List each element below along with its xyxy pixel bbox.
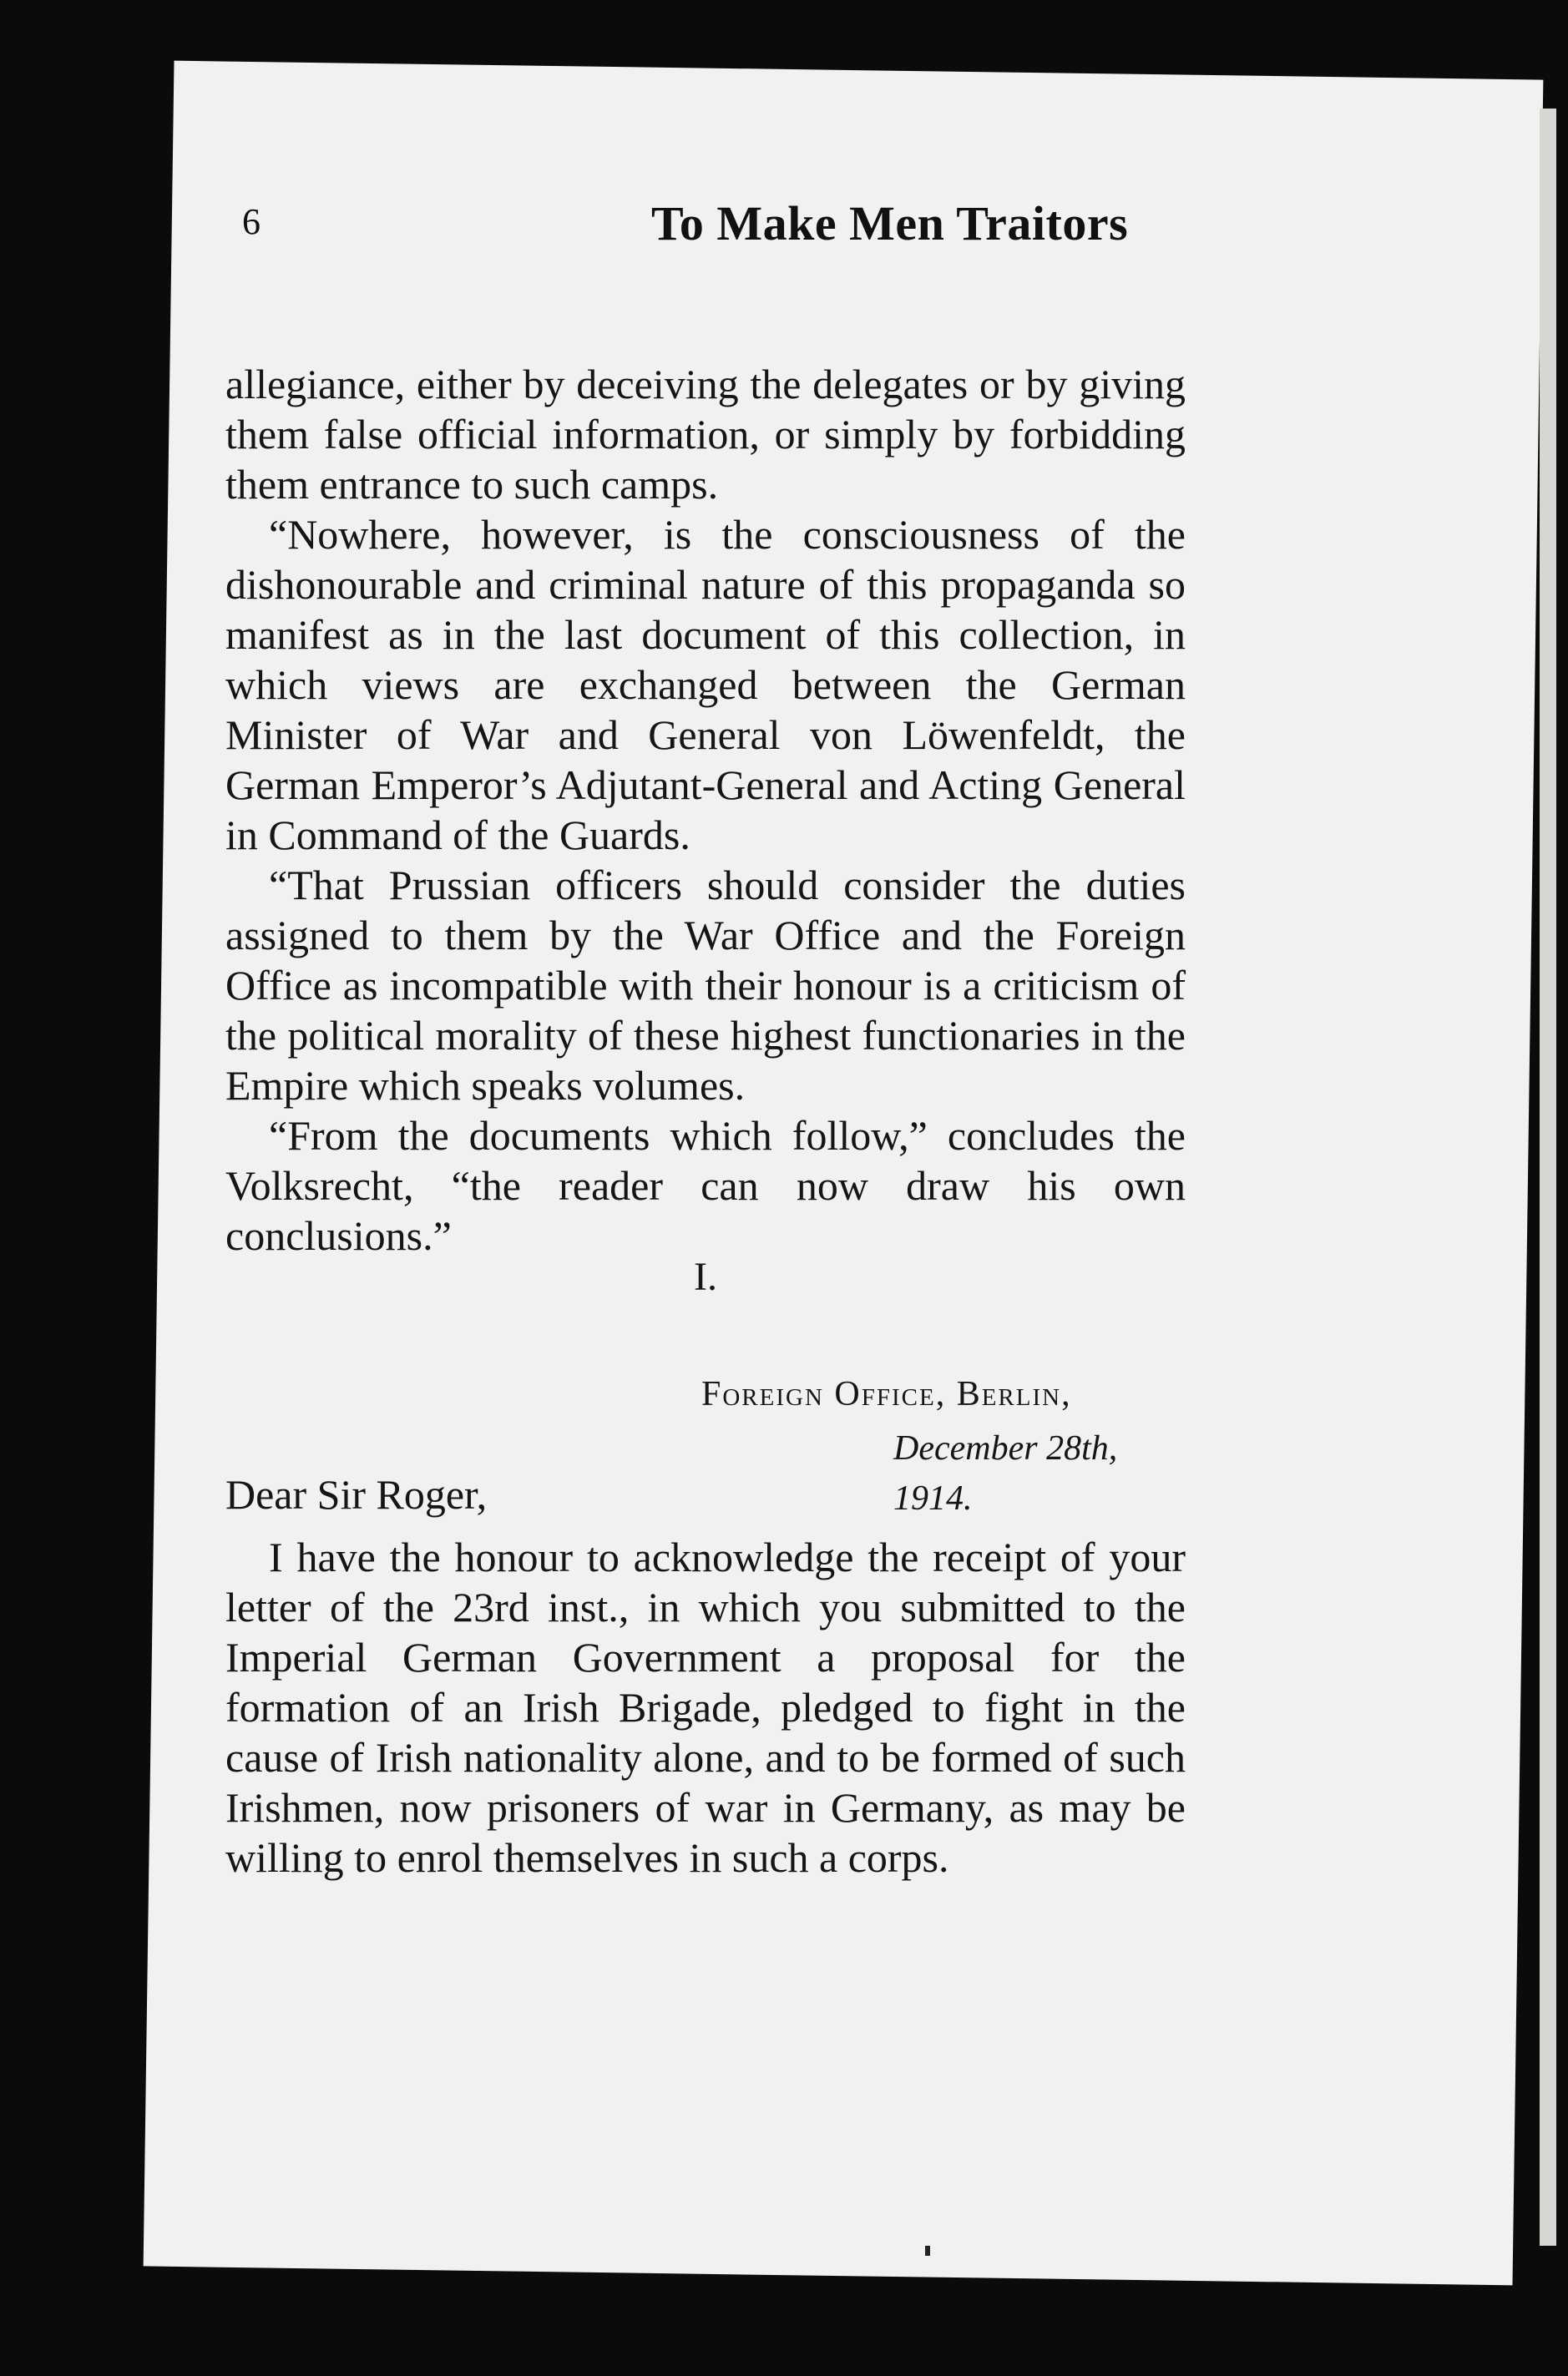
letter-body (225, 1532, 1186, 1883)
page-header (242, 196, 1161, 267)
document-body (225, 359, 1186, 1881)
salutation: Dear Sir Roger, (225, 1471, 488, 1518)
dateline-date: December 28th, 1914. (893, 1429, 1118, 1518)
page-mark (925, 2246, 930, 2256)
paragraph-1: allegiance, either by deceiving the delegates or by giving them false official information, or simply by forbidding them entrance to such camps. (225, 361, 1186, 508)
dateline-place: Foreign Office, Berlin, (701, 1375, 1072, 1413)
page-number: 6 (242, 201, 260, 242)
paragraph-4: “From the documents which follow,” concludes the Volksrecht, “the reader can now draw his own conclusions.” (225, 1112, 1186, 1259)
paragraph-2: “Nowhere, however, is the consciousness of the dishonourable and criminal nature of this propaganda so manifest as in the last document of this collection, in which views are exchanged between the German Minister of War and General von Löwenfeldt, the German Emperor’s Adjutant-General and Acting General in Command of the Guards. (225, 511, 1186, 858)
letter-paragraph: I have the honour to acknowledge the receipt of your letter of the 23rd inst., in which you submitted to the Imperial German Government a proposal for the formation of an Irish Brigade, pledged to fight in the cause of Irish nationality alone, and to be formed of such Irishmen, now prisoners of war in Germany, as may be willing to enrol themselves in such a corps. (225, 1534, 1186, 1881)
page-edge-strip (1540, 109, 1556, 2246)
running-title: To Make Men Traitors (651, 196, 1129, 250)
section-number: I. (694, 1255, 717, 1299)
paragraph-3: “That Prussian officers should consider the duties assigned to them by the War Office and the Foreign Office as incompatible with their honour is a criticism of the political morality of these highest functionaries in the Empire which speaks volumes. (225, 862, 1186, 1109)
